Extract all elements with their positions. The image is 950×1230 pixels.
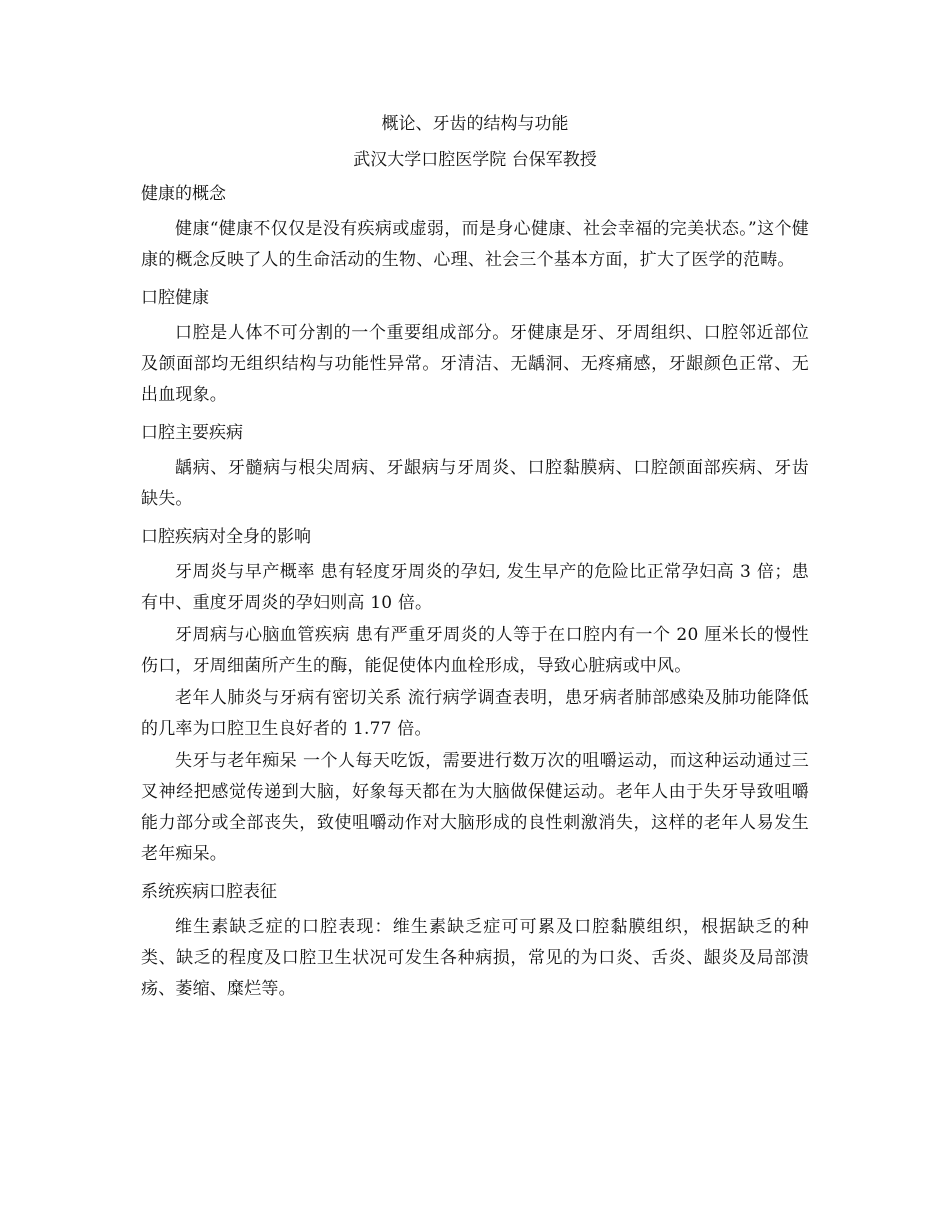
section-oral-health — [141, 286, 809, 411]
document-title: 概论、牙齿的结构与功能 — [381, 114, 569, 134]
section-paragraph: 口腔是人体不可分割的一个重要组成部分。牙健康是牙、牙周组织、口腔邻近部位及颌面部均无组织结构与功能性异常。牙清洁、无龋洞、无疼痛感，牙龈颜色正常、无出血现象。 — [141, 323, 809, 405]
section-paragraph: 老年人肺炎与牙病有密切关系 流行病学调查表明，患牙病者肺部感染及肺功能降低的几率为口腔卫生良好者的 1.77 倍。 — [141, 688, 809, 739]
section-heading: 口腔疾病对全身的影响 — [141, 527, 311, 547]
section-paragraph: 牙周病与心脑血管疾病 患有严重牙周炎的人等于在口腔内有一个 20 厘米长的慢性伤口，牙周细菌所产生的酶，能促使体内血栓形成，导致心脏病或中风。 — [141, 625, 809, 676]
document-author: 武汉大学口腔医学院 台保军教授 — [353, 150, 597, 170]
section-health-concept — [141, 182, 809, 276]
section-paragraph: 龋病、牙髓病与根尖周病、牙龈病与牙周炎、口腔黏膜病、口腔颌面部疾病、牙齿缺失。 — [141, 458, 809, 509]
section-heading: 口腔主要疾病 — [141, 423, 243, 443]
document-page — [141, 112, 809, 1006]
section-paragraph: 健康“健康不仅仅是没有疾病或虚弱，而是身心健康、社会幸福的完美状态。”这个健康的概念反映了人的生命活动的生物、心理、社会三个基本方面，扩大了医学的范畴。 — [141, 219, 809, 270]
section-paragraph: 失牙与老年痴呆 一个人每天吃饭，需要进行数万次的咀嚼运动，而这种运动通过三叉神经把感觉传递到大脑，好象每天都在为大脑做保健运动。老年人由于失牙导致咀嚼能力部分或全部丧失，致使咀嚼动作对大脑形成的良性刺激消失，这样的老年人易发生老年痴呆。 — [141, 751, 809, 864]
section-heading: 口腔健康 — [141, 288, 209, 308]
section-paragraph: 牙周炎与早产概率 患有轻度牙周炎的孕妇, 发生早产的危险比正常孕妇高 3 倍；患有中、重度牙周炎的孕妇则高 10 倍。 — [141, 562, 809, 613]
section-heading: 健康的概念 — [141, 184, 226, 204]
section-systemic-effects — [141, 525, 809, 870]
section-oral-diseases — [141, 421, 809, 515]
section-heading: 系统疾病口腔表征 — [141, 882, 277, 902]
section-systemic-oral-signs — [141, 880, 809, 1005]
section-paragraph: 维生素缺乏症的口腔表现：维生素缺乏症可可累及口腔黏膜组织，根据缺乏的种类、缺乏的程度及口腔卫生状况可发生各种病损，常见的为口炎、舌炎、龈炎及局部溃疡、萎缩、糜烂等。 — [141, 917, 809, 999]
